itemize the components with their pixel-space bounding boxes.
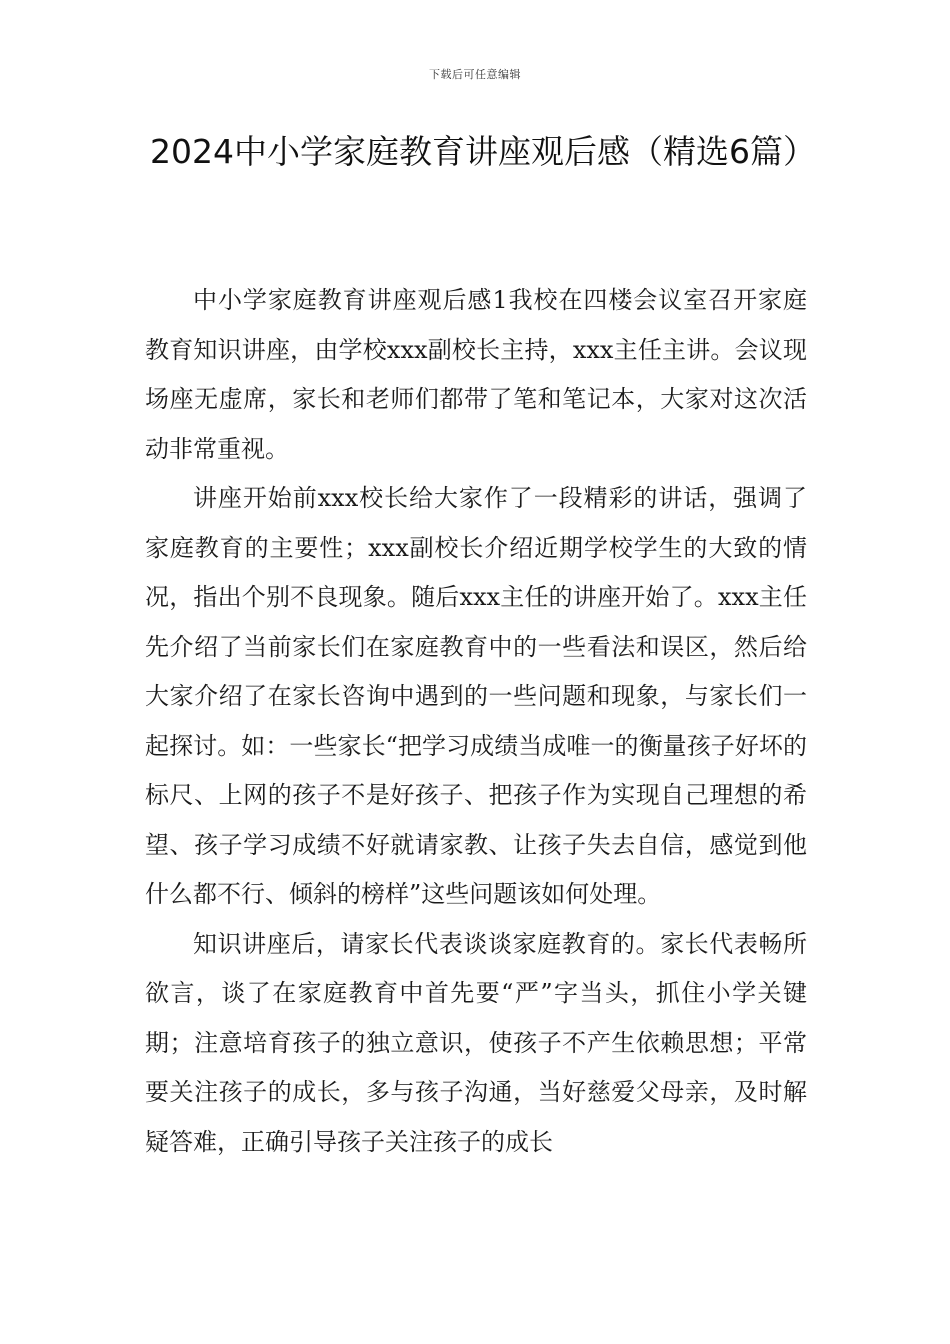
header-note: 下载后可任意编辑 — [429, 68, 521, 81]
paragraph-1: 中小学家庭教育讲座观后感1我校在四楼会议室召开家庭教育知识讲座，由学校xxx副校长主持，xxx主任主讲。会议现场座无虚席，家长和老师们都带了笔和笔记本，大家对这次活动非常重视。 — [145, 286, 807, 463]
document-body — [145, 276, 807, 1167]
paragraph-3: 知识讲座后，请家长代表谈谈家庭教育的。家长代表畅所欲言，谈了在家庭教育中首先要“严”字当头，抓住小学关键期；注意培育孩子的独立意识，使孩子不产生依赖思想；平常要关注孩子的成长，多与孩子沟通，当好慈爱父母亲，及时解疑答难，正确引导孩子关注孩子的成长 — [145, 929, 807, 1156]
page-title: 2024中小学家庭教育讲座观后感（精选6篇） — [150, 132, 816, 171]
paragraph-2: 讲座开始前xxx校长给大家作了一段精彩的讲话，强调了家庭教育的主要性；xxx副校长介绍近期学校学生的大致的情况，指出个别不良现象。随后xxx主任的讲座开始了。xxx主任先介绍了当前家长们在家庭教育中的一些看法和误区，然后给大家介绍了在家长咨询中遇到的一些问题和现象，与家长们一起探讨。如：一些家长“把学习成绩当成唯一的衡量孩子好坏的标尺、上网的孩子不是好孩子、把孩子作为实现自己理想的希望、孩子学习成绩不好就请家教、让孩子失去自信，感觉到他什么都不行、倾斜的榜样”这些问题该如何处理。 — [145, 484, 807, 908]
